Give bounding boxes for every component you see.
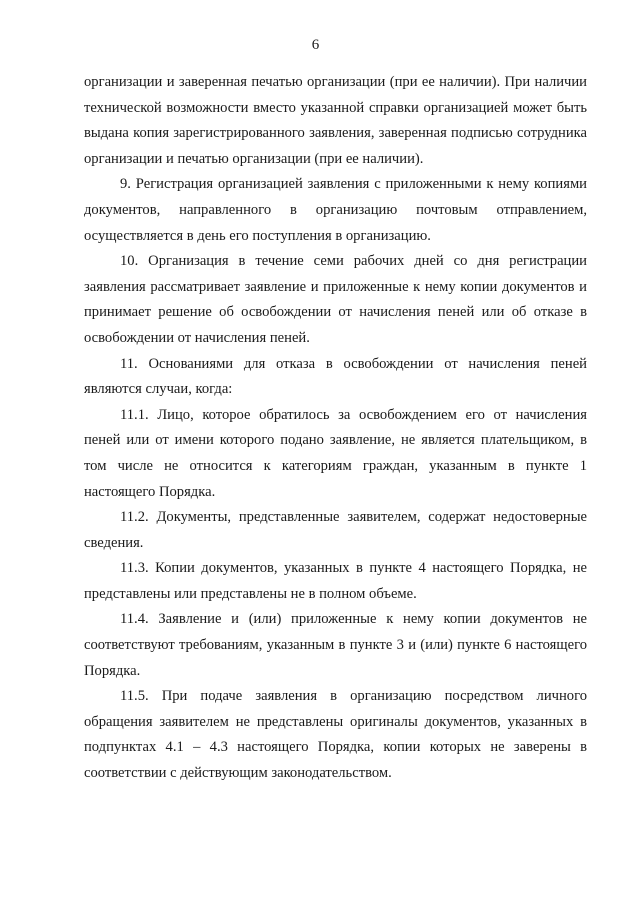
paragraph-9: 9. Регистрация организацией заявления с приложенными к нему копиями документов, направленного в организацию почтовым отправлением, осуществляется в день его поступления в организацию.	[84, 176, 587, 244]
paragraph-11: 11. Основаниями для отказа в освобождении от начисления пеней являются случаи, когда:	[84, 355, 587, 398]
paragraph-continuation: организации и заверенная печатью организации (при ее наличии). При наличии технической возможности вместо указанной справки организацией может быть выдана копия зарегистрированного заявления, заверенная подписью сотрудника организации и печатью организации (при ее наличии).	[84, 74, 587, 167]
paragraph-11-4: 11.4. Заявление и (или) приложенные к нему копии документов не соответствуют требованиям, указанным в пункте 3 и (или) пункте 6 настоящего Порядка.	[84, 611, 587, 679]
paragraph-11-2: 11.2. Документы, представленные заявителем, содержат недостоверные сведения.	[84, 509, 587, 551]
paragraph-11-3: 11.3. Копии документов, указанных в пункте 4 настоящего Порядка, не представлены или представлены не в полном объеме.	[84, 560, 587, 602]
document-body	[84, 70, 587, 787]
paragraph-11-5: 11.5. При подаче заявления в организацию посредством личного обращения заявителем не представлены оригиналы документов, указанных в подпунктах 4.1 – 4.3 настоящего Порядка, копии которых не заверены в соответствии с действующим законодательством.	[84, 688, 587, 782]
paragraph-11-1: 11.1. Лицо, которое обратилось за освобождением его от начисления пеней или от имени которого подано заявление, не является плательщиком, в том числе не относится к категориям граждан, указанным в пункте 1 настоящего Порядка.	[84, 406, 587, 500]
page-number: 6	[311, 37, 320, 53]
paragraph-10: 10. Организация в течение семи рабочих дней со дня регистрации заявления рассматривает заявление и приложенные к нему копии документов и принимает решение об освобождении от начисления пеней или об отказе в освобождении от начисления пеней.	[84, 253, 587, 346]
